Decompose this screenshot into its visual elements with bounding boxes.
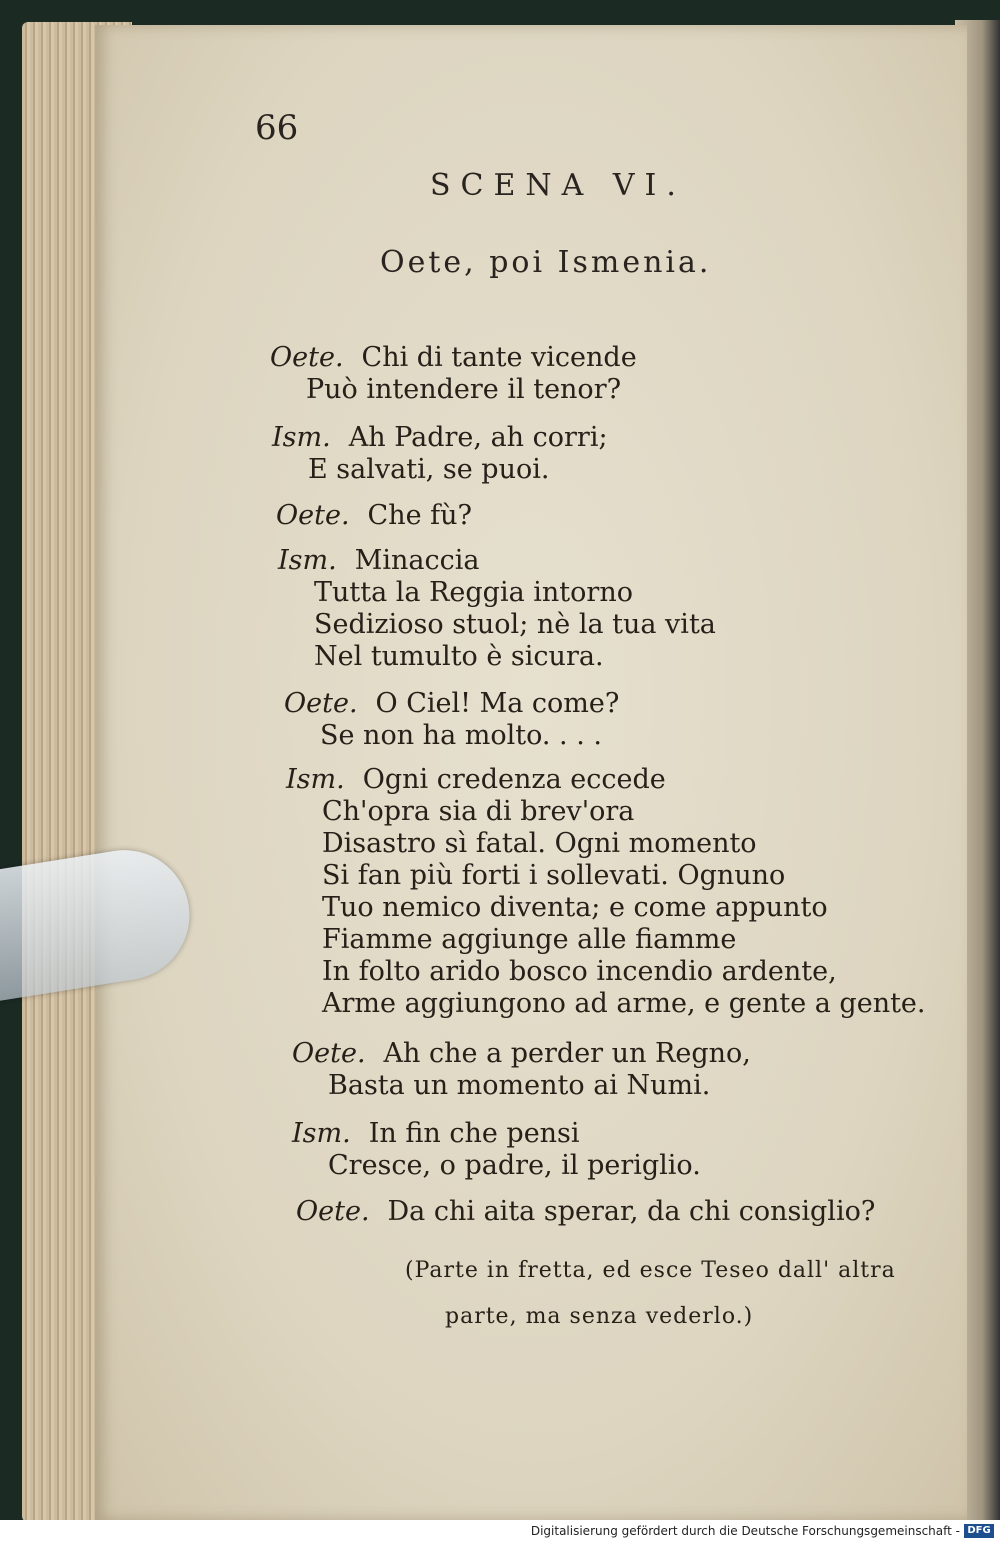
verse-line: In fin che pensi	[368, 1118, 580, 1149]
dialogue-block	[272, 422, 608, 486]
verse-line: Ah Padre, ah corri;	[348, 422, 608, 453]
verse-line: Tuo nemico diventa; e come appunto	[322, 892, 828, 923]
verse-line: Minaccia	[354, 545, 480, 576]
verse-line: Basta un momento ai Numi.	[328, 1070, 711, 1101]
dfg-logo-icon: DFG	[964, 1524, 994, 1538]
verse-line: Cresce, o padre, il periglio.	[328, 1150, 701, 1181]
verse-line: O Ciel! Ma come?	[375, 688, 620, 719]
speaker: Ism.	[292, 1118, 351, 1149]
stage-direction	[405, 1248, 896, 1340]
speaker: Ism.	[272, 422, 331, 453]
verse-line: Sedizioso stuol; nè la tua vita	[314, 609, 716, 640]
speaker: Oete.	[284, 688, 358, 719]
verse-line: In folto arido bosco incendio ardente,	[322, 956, 837, 987]
speaker: Oete.	[270, 342, 344, 373]
stage-direction-line: (Parte in fretta, ed esce Teseo dall' altra	[405, 1258, 896, 1283]
dialogue-block	[276, 500, 472, 532]
verse-line: Disastro sì fatal. Ogni momento	[322, 828, 757, 859]
speaker: Oete.	[296, 1196, 370, 1227]
verse-line: Fiamme aggiunge alle fiamme	[322, 924, 737, 955]
scene-title: SCENA VI.	[430, 168, 686, 203]
dialogue-block	[292, 1118, 701, 1182]
verse-line: Nel tumulto è sicura.	[314, 641, 604, 672]
dialogue-block	[286, 764, 926, 1020]
verse-line: Può intendere il tenor?	[306, 374, 622, 405]
dialogue-block	[284, 688, 619, 752]
verse-line: Se non ha molto. . . .	[320, 720, 602, 751]
verse-line: Ogni credenza eccede	[362, 764, 666, 795]
scene-characters: Oete, poi Ismenia.	[380, 245, 712, 280]
verse-line: Chi di tante vicende	[361, 342, 637, 373]
verse-line: Che fù?	[367, 500, 472, 531]
dialogue-block	[296, 1196, 875, 1228]
verse-line: Da chi aita sperar, da chi consiglio?	[387, 1196, 876, 1227]
verse-line: Ch'opra sia di brev'ora	[322, 796, 635, 827]
verse-line: Arme aggiungono ad arme, e gente a gente.	[322, 988, 926, 1019]
stage-direction-line: parte, ma senza vederlo.)	[445, 1304, 754, 1329]
speaker: Ism.	[286, 764, 345, 795]
dialogue-block	[278, 545, 716, 673]
dialogue-block	[270, 342, 637, 406]
verse-line: Ah che a perder un Regno,	[383, 1038, 751, 1069]
verse-line: E salvati, se puoi.	[308, 454, 550, 485]
dialogue-block	[292, 1038, 751, 1102]
footer-credit: Digitalisierung gefördert durch die Deutsche Forschungsgemeinschaft -	[530, 1524, 960, 1538]
verse-line: Tutta la Reggia intorno	[314, 577, 633, 608]
speaker: Ism.	[278, 545, 337, 576]
verse-line: Si fan più forti i sollevati. Ognuno	[322, 860, 786, 891]
page-number: 66	[255, 108, 299, 148]
speaker: Oete.	[276, 500, 350, 531]
speaker: Oete.	[292, 1038, 366, 1069]
